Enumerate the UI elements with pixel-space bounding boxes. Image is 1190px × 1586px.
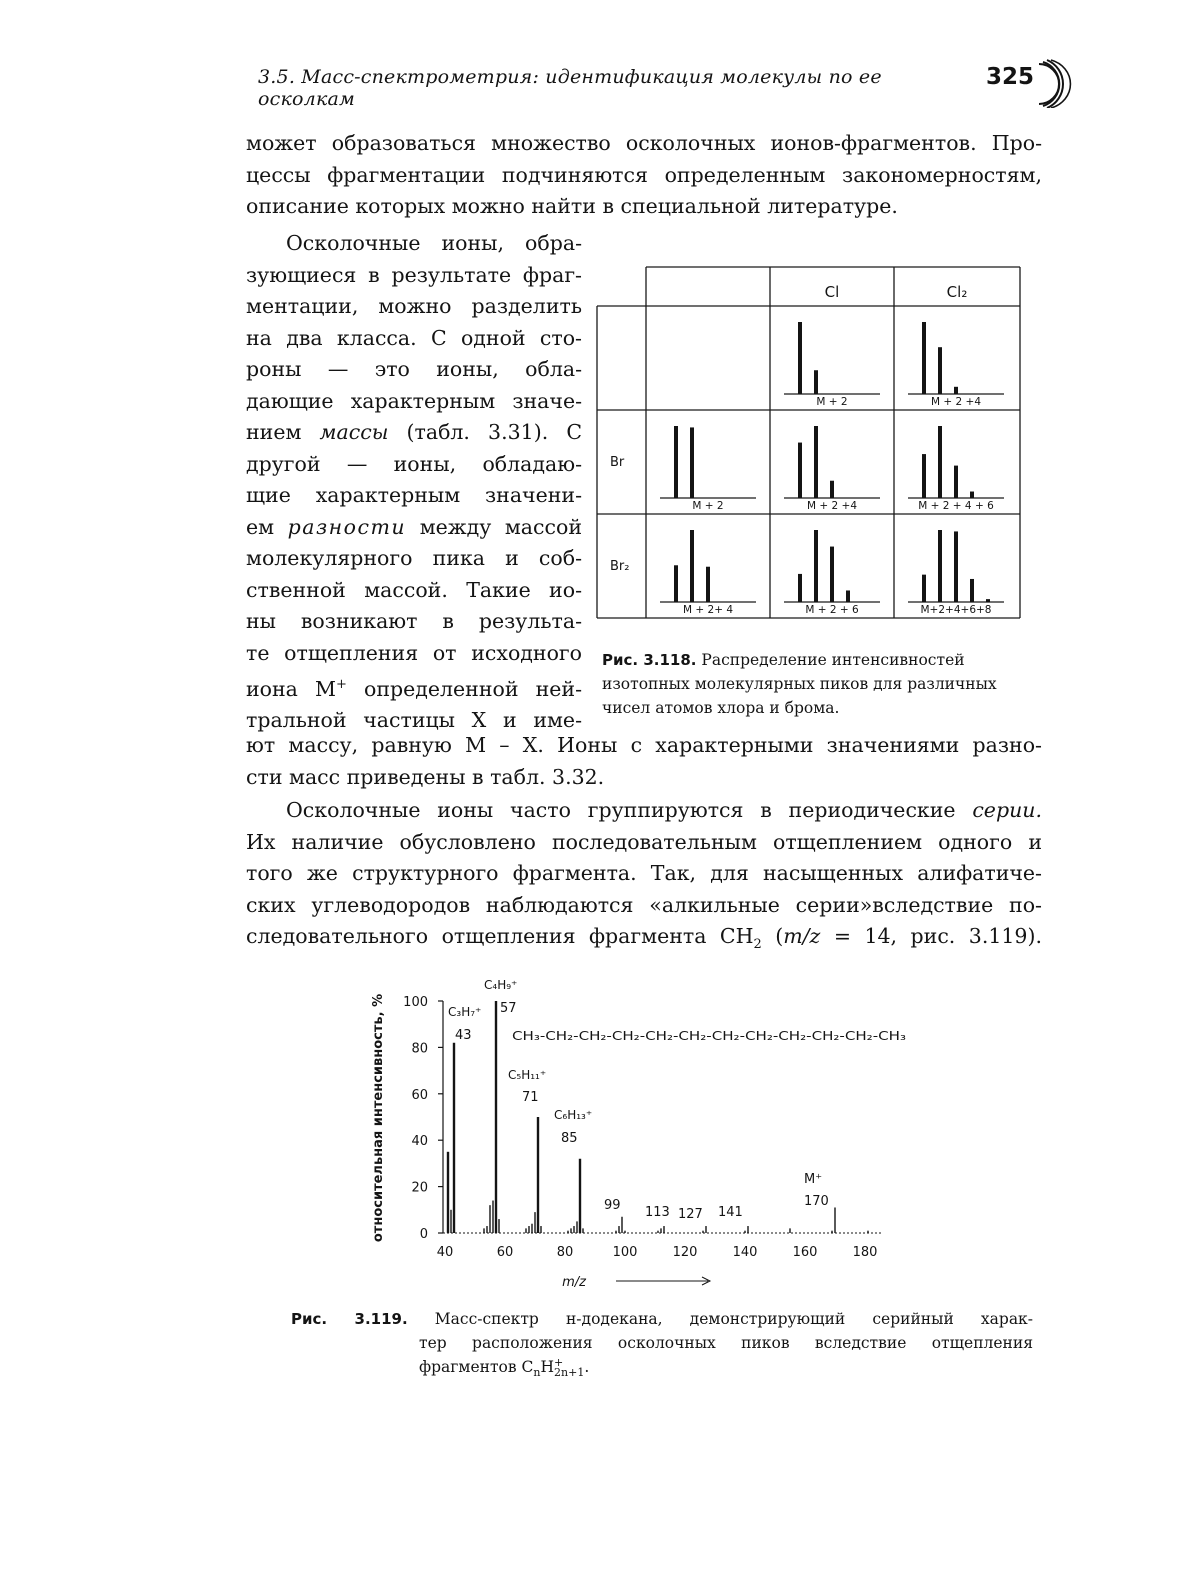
isotope-peak-bar — [830, 547, 834, 602]
text-line: описание которых можно найти в специальной литературе. — [246, 194, 898, 218]
isotope-peak-bar — [938, 426, 942, 498]
text-line: зующиеся в результате фраг- — [246, 262, 582, 287]
isotope-peak-bar — [970, 492, 974, 498]
spectrum-peak — [570, 1228, 571, 1233]
text-line: того же структурного фрагмента. Так, для насыщенных алифатиче- — [246, 861, 1042, 885]
y-tick-label: 40 — [411, 1134, 428, 1150]
figure-118-caption — [602, 648, 1032, 720]
cell-peak-label: M + 2 +4 — [930, 396, 982, 408]
peak-mz-label: 141 — [718, 1205, 743, 1220]
cell-peak-label: M + 2 — [692, 500, 724, 512]
x-tick-label: 120 — [672, 1245, 698, 1260]
text-line: на два класса. С одной сто- — [246, 325, 582, 350]
spectrum-peak — [582, 1228, 583, 1233]
isotope-peak-bar — [938, 347, 942, 394]
spectrum-peak — [621, 1217, 622, 1233]
spectrum-peak — [789, 1228, 790, 1233]
emphasis-serii: серии. — [972, 798, 1042, 822]
isotope-peak-bar — [674, 565, 678, 602]
text-line: молекулярного пика и соб- — [246, 546, 582, 570]
peak-mz-label: 170 — [804, 1194, 829, 1209]
text-line: может образоваться множество осколочных ионов-фрагментов. Про- — [246, 131, 1042, 155]
isotope-peak-bar — [938, 530, 942, 602]
spectrum-peak — [489, 1205, 490, 1233]
text-line: тральной частицы X и име- — [246, 708, 582, 733]
isotope-peak-bar — [690, 530, 694, 602]
paragraph-3 — [246, 795, 1042, 961]
spectrum-peak — [663, 1226, 664, 1233]
peak-mz-label: 113 — [645, 1205, 670, 1220]
isotope-peak-bar — [986, 599, 990, 602]
paragraph-2-column — [246, 228, 582, 737]
column-header: Cl₂ — [946, 283, 968, 301]
cell-peak-label: M + 2 +4 — [806, 500, 858, 512]
isotope-peak-bar — [954, 466, 958, 498]
spectrum-peak — [495, 1001, 497, 1233]
text-line: ских углеводородов наблюдаются «алкильные серии»вследствие по- — [246, 892, 1042, 917]
text-line: иона M+ определенной ней- — [246, 676, 583, 701]
mass-spectrum-chart — [360, 970, 920, 1290]
x-tick-label: 180 — [852, 1245, 878, 1260]
isotope-peak-bar — [954, 387, 958, 394]
peak-mz-label: 127 — [678, 1207, 703, 1222]
text-line: ственной массой. Такие ио- — [246, 577, 582, 602]
isotope-peak-bar — [922, 322, 926, 394]
text-line: Осколочные ионы часто группируются в периодические серии. — [286, 798, 1042, 822]
spectrum-peak — [573, 1226, 574, 1233]
isotope-peak-bar — [970, 579, 974, 602]
spectrum-peak — [657, 1231, 658, 1233]
y-tick-label: 20 — [411, 1180, 428, 1196]
x-tick-label: 160 — [792, 1245, 818, 1260]
text-line: Их наличие обусловлено последовательным отщеплением одного и — [246, 829, 1042, 854]
paragraph-1 — [246, 128, 1042, 223]
spectrum-peak — [624, 1231, 625, 1233]
text-line: щие характерным значени- — [246, 483, 582, 507]
spectrum-peak — [453, 1043, 455, 1233]
text-line: другой — ионы, обладаю- — [246, 451, 582, 476]
cell-peak-label: M + 2 — [816, 396, 848, 408]
spectrum-peak — [486, 1226, 487, 1233]
x-tick-label: 60 — [496, 1245, 514, 1260]
peak-mz-label: 85 — [561, 1131, 578, 1146]
isotope-pattern-figure — [596, 266, 1022, 624]
caption-line: тер расположения осколочных пиков вследствие отщепления — [419, 1334, 1033, 1352]
isotope-peak-bar — [922, 575, 926, 602]
spectrum-peak — [660, 1228, 661, 1233]
spectrum-peak — [867, 1231, 868, 1233]
spectrum-peak — [528, 1226, 529, 1233]
isotope-peak-bar — [798, 443, 802, 498]
spectrum-peak — [705, 1226, 706, 1233]
text-line: дающие характерным значе- — [246, 388, 582, 413]
page-number: 325 — [986, 64, 1035, 90]
y-tick-label: 80 — [411, 1041, 428, 1057]
figure-119-caption — [291, 1307, 1033, 1385]
peak-ion-label: C₅H₁₁⁺ — [508, 1068, 547, 1082]
isotope-peak-bar — [674, 426, 678, 498]
y-axis-title: относительная интенсивность, % — [371, 993, 386, 1243]
text-line: ментации, можно разделить — [246, 294, 582, 318]
peak-mz-label: 43 — [455, 1028, 472, 1043]
spectrum-peak — [702, 1231, 703, 1233]
text-line: те отщепления от исходного — [246, 640, 582, 665]
spectrum-peak — [450, 1210, 451, 1233]
spectrum-peak — [537, 1117, 539, 1233]
structural-formula: CH₃-CH₂-CH₂-CH₂-CH₂-CH₂-CH₂-CH₂-CH₂-CH₂-CH₂-CH₃ — [512, 1028, 906, 1043]
x-tick-label: 140 — [732, 1245, 758, 1260]
spectrum-peak — [525, 1228, 526, 1233]
caption-line: фрагментов $C_nH$ + 2n+1 . — [419, 1356, 590, 1380]
spectrum-peak — [483, 1228, 484, 1233]
text-line: цессы фрагментации подчиняются определенным закономерностям, — [246, 162, 1042, 187]
isotope-peak-bar — [798, 574, 802, 602]
caption-line: Рис. 3.119. Масс-спектр н-додекана, демонстрирующий серийный харак- — [291, 1310, 1033, 1328]
text-line: нием массы (табл. 3.31). С — [246, 420, 582, 444]
isotope-peak-bar — [954, 531, 958, 602]
isotope-peak-bar — [798, 322, 802, 394]
spectrum-peak — [579, 1159, 581, 1233]
figure-119-number: Рис. 3.119. — [291, 1310, 408, 1328]
spectrum-peak — [831, 1231, 832, 1233]
emphasis-massy: массы — [319, 420, 389, 444]
peak-mz-label: 99 — [604, 1198, 621, 1213]
text-line: сти масс приведены в табл. 3.32. — [246, 764, 605, 789]
page-number-badge — [984, 58, 1074, 108]
isotope-peak-bar — [814, 426, 818, 498]
y-tick-label: 0 — [419, 1227, 428, 1242]
row-header: Br₂ — [610, 559, 630, 574]
cell-peak-label: M + 2+ 4 — [682, 604, 734, 616]
spectrum-peak — [576, 1221, 577, 1233]
spectrum-peak — [492, 1201, 493, 1233]
spectrum-peak — [834, 1207, 835, 1233]
text-line: ны возникают в результа- — [246, 609, 582, 633]
isotope-peak-bar — [922, 454, 926, 498]
y-tick-label: 100 — [403, 995, 428, 1010]
spectrum-peak — [744, 1231, 745, 1233]
text-line: ют массу, равную M – X. Ионы с характерными значениями разно- — [246, 733, 1042, 757]
text-line: Осколочные ионы, обра- — [286, 231, 582, 255]
isotope-peak-bar — [814, 530, 818, 602]
peak-ion-label: C₃H₇⁺ — [448, 1005, 482, 1019]
isotope-peak-bar — [846, 590, 850, 602]
text-line: следовательного отщепления фрагмента $CH_2$ (m/z = 14, рис. 3.119). — [246, 924, 1042, 953]
peak-ion-label: C₆H₁₃⁺ — [554, 1108, 593, 1122]
figure-118-number: Рис. 3.118. — [602, 651, 697, 669]
isotope-peak-bar — [690, 427, 694, 498]
isotope-peak-bar — [830, 481, 834, 498]
spectrum-peak — [447, 1152, 449, 1233]
text-line: ем разности между массой — [246, 514, 583, 539]
running-title: 3.5. Масс-спектрометрия: идентификация молекулы по ее осколкам — [258, 66, 882, 110]
spectrum-peak — [747, 1226, 748, 1233]
spectrum-peak — [567, 1231, 568, 1233]
x-axis-title: m/z — [562, 1275, 586, 1290]
peak-mz-label: 57 — [500, 1001, 517, 1016]
spectrum-peak — [618, 1226, 619, 1233]
row-header: Br — [610, 455, 625, 470]
cell-peak-label: M + 2 + 6 — [805, 604, 859, 616]
figure-118-caption-text: Распределение интенсивностей изотопных молекулярных пиков для различных чисел атомов хлора и брома. — [602, 651, 997, 717]
y-tick-label: 60 — [411, 1087, 428, 1103]
spectrum-peak — [498, 1219, 499, 1233]
cell-peak-label: M + 2 + 4 + 6 — [918, 500, 994, 512]
peak-ion-label: M⁺ — [804, 1172, 823, 1187]
spectrum-peak — [540, 1226, 541, 1233]
paragraph-2-tail — [246, 730, 1042, 793]
text-line: роны — это ионы, обла- — [246, 357, 582, 381]
x-tick-label: 80 — [556, 1245, 574, 1260]
peak-ion-label: C₄H₉⁺ — [484, 978, 518, 992]
spectrum-peak — [531, 1224, 532, 1233]
isotope-peak-bar — [706, 567, 710, 602]
peak-mz-label: 71 — [522, 1090, 539, 1105]
x-tick-label: 100 — [612, 1245, 638, 1260]
isotope-peak-bar — [814, 370, 818, 394]
spectrum-peak — [615, 1231, 616, 1233]
emphasis-raznosti: разности — [287, 514, 407, 539]
cell-peak-label: M+2+4+6+8 — [920, 604, 992, 616]
spectrum-peak — [534, 1212, 535, 1233]
column-header: Cl — [824, 283, 840, 301]
x-tick-label: 40 — [436, 1245, 454, 1260]
